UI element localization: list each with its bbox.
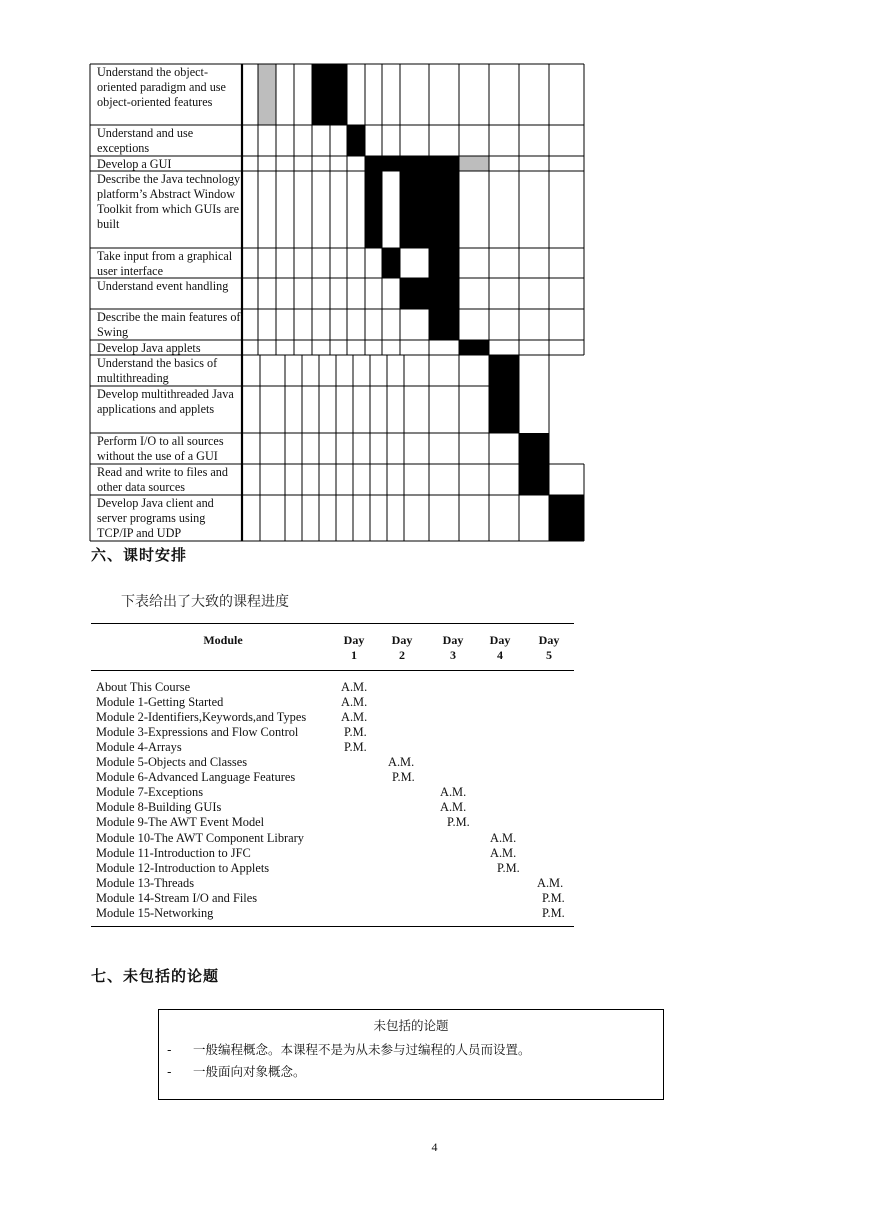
gantt-bar — [382, 248, 400, 278]
gantt-bar — [459, 156, 489, 171]
box-title: 未包括的论题 — [373, 1018, 449, 1033]
box-item-text: 一般编程概念。本课程不是为从未参与过编程的人员而设置。 — [193, 1042, 531, 1057]
module-time-slot: A.M. — [490, 830, 517, 845]
gantt-bar — [365, 171, 382, 248]
header-day-label: Day — [391, 633, 413, 647]
schedule-intro: 下表给出了大致的课程进度 — [121, 594, 289, 610]
module-time-slot: P.M. — [542, 890, 565, 905]
gantt-task-label: Describe the Java technology platform’s Abstract Window Toolkit from which GUIs are built — [97, 172, 241, 231]
header-day-number: 3 — [450, 648, 456, 662]
gantt-bar — [347, 125, 365, 156]
bullet-dash: - — [167, 1042, 172, 1057]
gantt-bar — [489, 355, 519, 386]
module-time-slot: A.M. — [341, 680, 368, 694]
box-item-text: 一般面向对象概念。 — [193, 1064, 306, 1079]
gantt-task-label: Describe the main features of Swing — [97, 310, 241, 339]
module-name: Module 3-Expressions and Flow Control — [96, 725, 299, 740]
module-name: Module 9-The AWT Event Model — [96, 815, 265, 830]
gantt-task-label: Perform I/O to all sources without the use of a GUI — [97, 434, 224, 463]
table-bottom-rule — [91, 926, 574, 927]
header-day — [529, 633, 569, 663]
section-heading-not-included: 七、未包括的论题 — [91, 967, 220, 985]
module-time-slot: P.M. — [447, 815, 470, 830]
gantt-task-label: Develop Java client and server programs using TCP/IP and UDP — [97, 496, 214, 540]
module-name: Module 13-Threads — [96, 875, 195, 890]
module-name: Module 15-Networking — [96, 905, 214, 920]
module-time-slot: P.M. — [344, 740, 367, 755]
module-name: Module 7-Exceptions — [96, 785, 204, 800]
header-day — [480, 633, 520, 663]
gantt-task-label: Understand the basics of multithreading — [97, 356, 218, 385]
header-day-label: Day — [343, 633, 365, 647]
gantt-bar — [459, 340, 489, 355]
module-name: Module 2-Identifiers,Keywords,and Types — [96, 710, 307, 725]
header-day-label: Day — [538, 633, 560, 647]
gantt-bar — [258, 64, 276, 125]
header-day-label: Day — [442, 633, 464, 647]
module-time-slot: A.M. — [388, 755, 415, 770]
bullet-dash: - — [167, 1064, 172, 1079]
module-name: Module 10-The AWT Component Library — [96, 830, 305, 845]
module-time-slot: A.M. — [537, 875, 564, 890]
header-day-number: 1 — [351, 648, 357, 662]
gantt-task-label: Take input from a graphical user interface — [97, 249, 233, 278]
gantt-task-label: Understand and use exceptions — [97, 126, 194, 155]
gantt-task-label: Read and write to files and other data sources — [97, 465, 228, 494]
section-heading-schedule: 六、课时安排 — [91, 546, 188, 564]
module-name: Module 6-Advanced Language Features — [96, 770, 296, 785]
gantt-bar — [365, 156, 459, 171]
gantt-bar — [549, 495, 584, 541]
gantt-bar — [489, 386, 519, 433]
module-name: Module 8-Building GUIs — [96, 800, 222, 815]
module-time-slot: A.M. — [490, 845, 517, 860]
module-time-slot: A.M. — [341, 695, 368, 710]
module-name: Module 12-Introduction to Applets — [96, 860, 270, 875]
module-time-slot: A.M. — [440, 785, 467, 800]
gantt-bar — [519, 433, 549, 464]
not-included-box — [158, 1009, 664, 1100]
module-time-slot: P.M. — [392, 770, 415, 785]
module-name: Module 5-Objects and Classes — [96, 755, 248, 770]
table-header-rule — [91, 670, 574, 671]
gantt-bar — [519, 464, 549, 495]
header-day-label: Day — [489, 633, 511, 647]
gantt-chart — [0, 0, 869, 545]
module-time-slot: A.M. — [341, 710, 368, 725]
header-day — [334, 633, 374, 663]
module-name: About This Course — [96, 680, 191, 694]
header-day-number: 4 — [497, 648, 503, 662]
gantt-bar — [429, 309, 459, 340]
page-number: 4 — [431, 1140, 438, 1154]
gantt-bar — [429, 248, 459, 278]
header-module: Module — [203, 633, 243, 647]
gantt-task-label: Develop Java applets — [97, 341, 201, 355]
gantt-task-label: Understand the object-oriented paradigm and use object-oriented features — [97, 65, 226, 109]
header-day — [382, 633, 422, 663]
module-name: Module 4-Arrays — [96, 740, 182, 755]
header-day-number: 2 — [399, 648, 405, 662]
module-time-slot: P.M. — [344, 725, 367, 740]
module-name: Module 11-Introduction to JFC — [96, 845, 251, 860]
header-day-number: 5 — [546, 648, 552, 662]
header-day — [433, 633, 473, 663]
gantt-task-label: Understand event handling — [97, 279, 229, 293]
gantt-task-label: Develop a GUI — [97, 157, 172, 171]
module-time-slot: P.M. — [542, 905, 565, 920]
box-item — [167, 1040, 531, 1058]
table-top-rule — [91, 623, 574, 624]
module-time-slot: A.M. — [440, 800, 467, 815]
module-name: Module 1-Getting Started — [96, 695, 224, 710]
module-name: Module 14-Stream I/O and Files — [96, 890, 258, 905]
box-item — [167, 1062, 306, 1080]
gantt-task-label: Develop multithreaded Java applications and applets — [97, 387, 234, 416]
module-time-slot: P.M. — [497, 860, 520, 875]
